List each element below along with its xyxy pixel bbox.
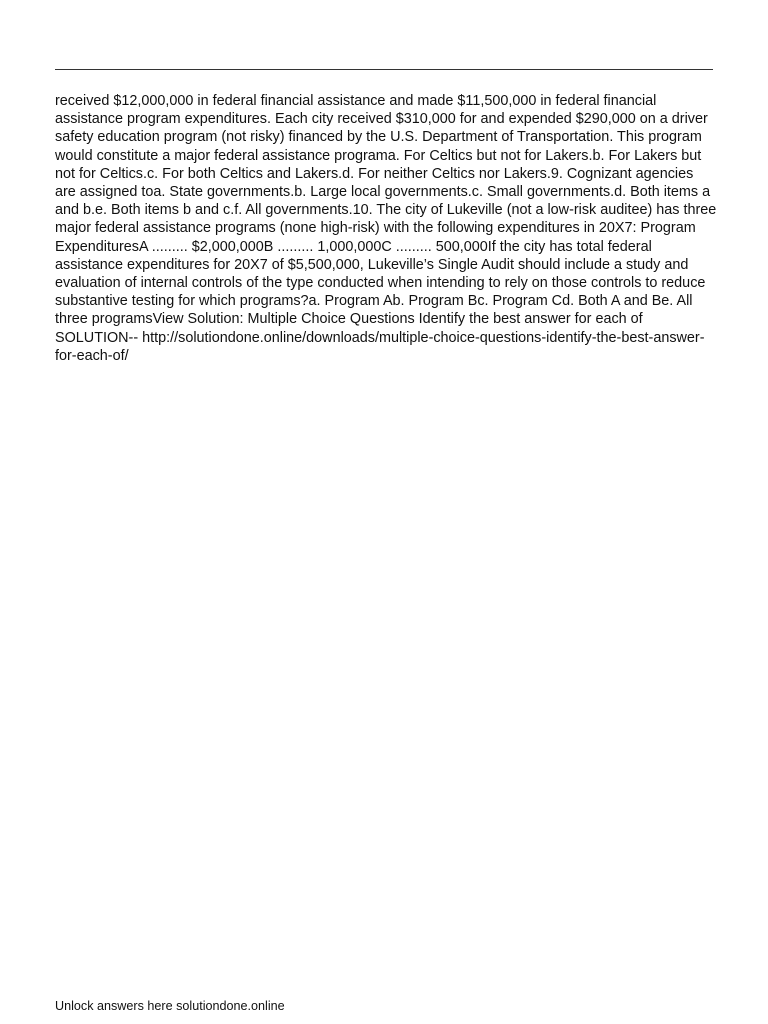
- question-paragraph: received $12,000,000 in federal financial assistance and made $11,500,000 in federal financial assistance program expenditures. Each city received $310,000 for and expended $290,000 on a driver safety education program (not risky) financed by the U.S. Department of Transportation. This program would constitute a major federal assistance programa. For Celtics but not for Lakers.b. For Lakers but not for Celtics.c. For both Celtics and Lakers.d. For neither Celtics nor Lakers.9. Cognizant agencies are assigned toa. State governments.b. Large local governments.c. Small governments.d. Both items a and b.e. Both items b and c.f. All governments.10. The city of Lukeville (not a low-risk auditee) has three major federal assistance programs (none high-risk) with the following expenditures in 20X7: Program ExpendituresA ......... $2,000,000B ......... 1,000,000C ......... 500,000If the city has total federal assistance expenditures for 20X7 of $5,500,000, Lukeville’s Single Audit should include a study and evaluation of internal controls of the type conducted when intending to rely on those controls to reduce substantive testing for which programs?a. Program Ab. Program Bc. Program Cd. Both A and Be. All three programsView Solution: Multiple Choice Questions Identify the best answer for each of: [55, 93, 717, 328]
- footer-text: Unlock answers here solutiondone.online: [55, 999, 285, 1013]
- document-body: [55, 92, 717, 365]
- solution-prefix: SOLUTION--: [55, 329, 143, 346]
- solution-link[interactable]: http://solutiondone.online/downloads/multiple-choice-questions-identify-the-best-answer-for-each-of/: [55, 329, 705, 364]
- solution-line: [55, 329, 717, 365]
- header-divider: [55, 69, 713, 70]
